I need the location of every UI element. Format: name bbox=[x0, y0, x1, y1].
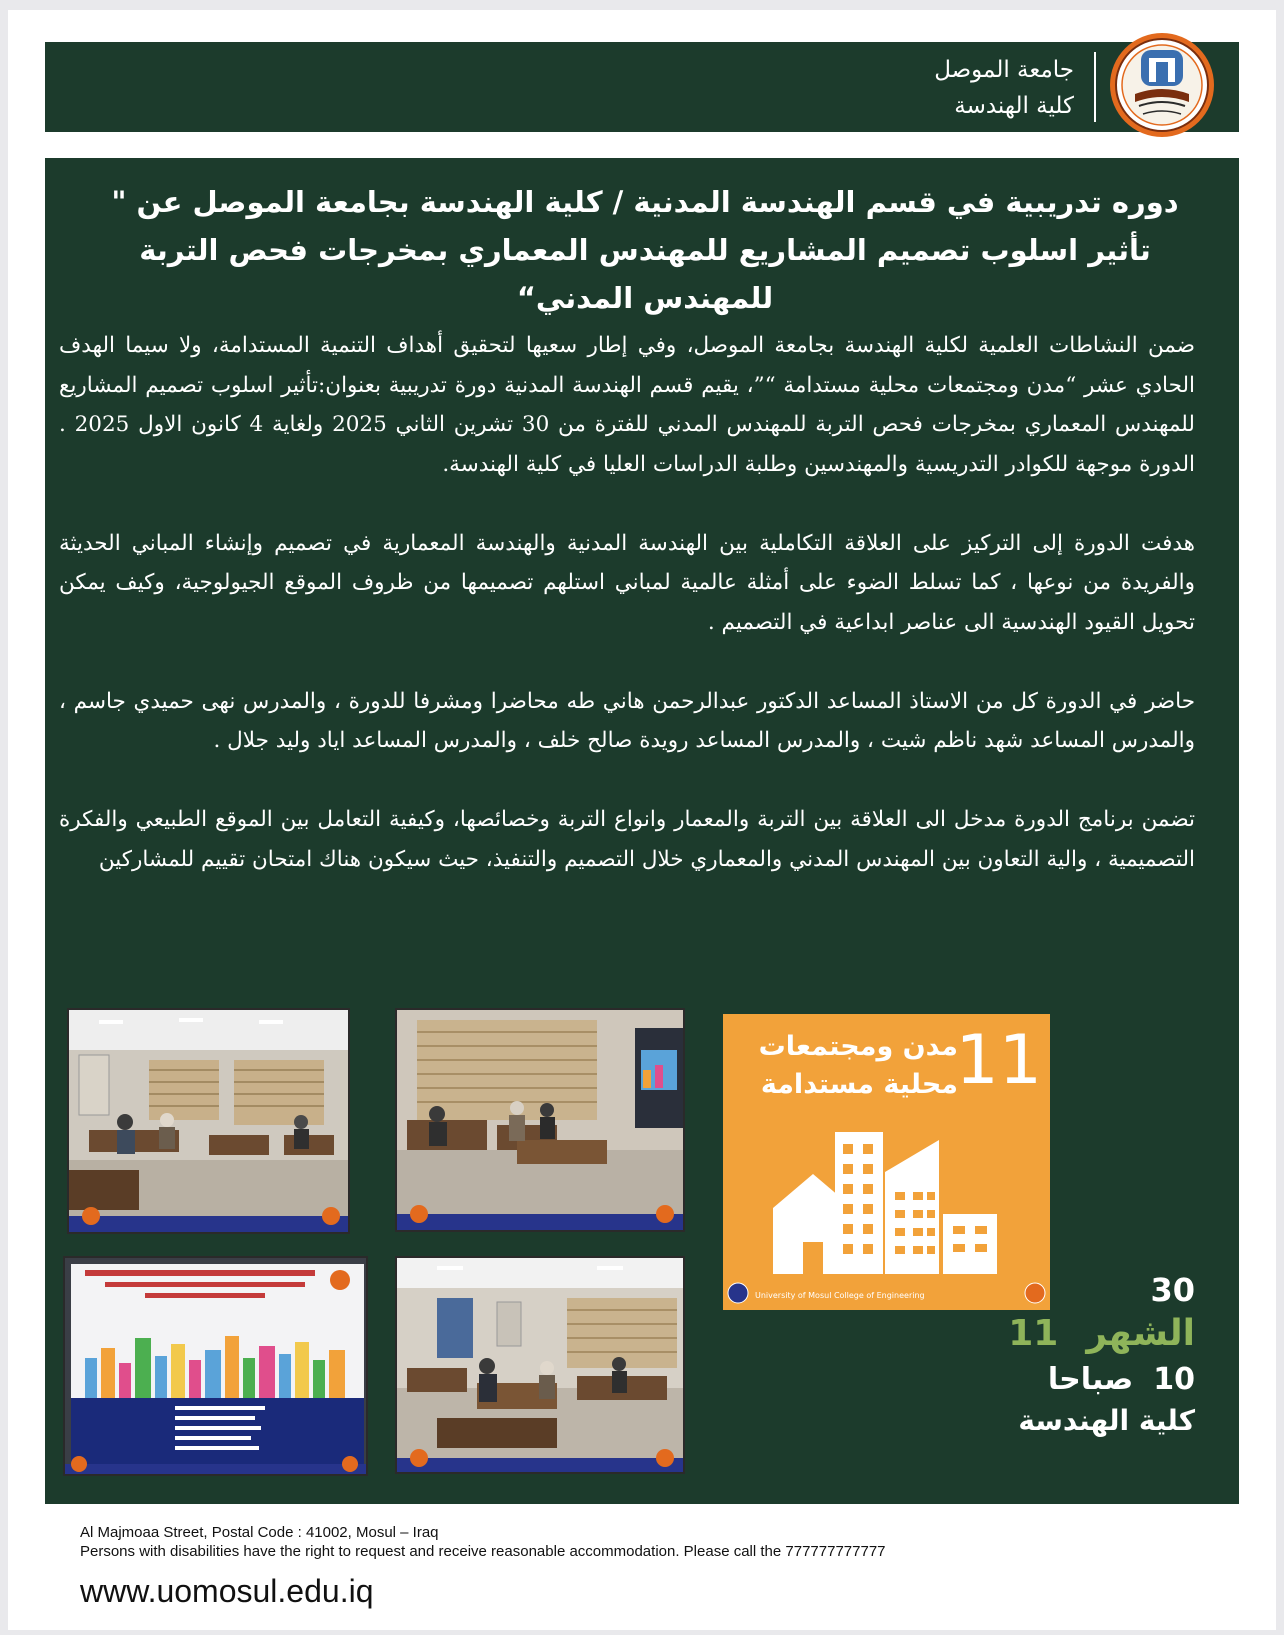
university-name: جامعة الموصل bbox=[934, 57, 1074, 83]
classroom-photo-3 bbox=[395, 1256, 685, 1474]
paragraph-program: تضمن برنامج الدورة مدخل الى العلاقة بين التربة والمعمار وانواع التربة وخصائصها، وكيفية التعامل بين الموقع الطبيعي والفكرة التصميمية ، والية التعاون بين المهندس المدني والمعماري خلال التصميم والتنفيذ، حيث سيكون هناك امتحان تقييم للمشاركين bbox=[59, 807, 1195, 872]
sustainable-city-icon bbox=[771, 1122, 1003, 1284]
college-name: كلية الهندسة bbox=[954, 93, 1074, 119]
sdg-footer: University of Mosul College of Engineering bbox=[755, 1291, 925, 1300]
university-seal-icon bbox=[1107, 28, 1217, 142]
paragraph-intro: ضمن النشاطات العلمية لكلية الهندسة بجامعة الموصل، وفي إطار سعيها لتحقيق أهداف التنمية المستدامة، ولا سيما الهدف الحادي عشر “مدن ومجتمعات محلية مستدامة “”، يقيم قسم الهندسة المدنية دورة تدريبية بعنوان:تأثير اسلوب تصميم المشاريع للمهندس المعماري بمخرجات فحص التربة للمهندس المدني للفترة من 30 تشرين الثاني 2025 ولغاية 4 كانون الاول 2025 . الدورة موجهة للكوادر التدريسية والمهندسين وطلبة الدراسات العليا في كلية الهندسة. bbox=[59, 333, 1195, 477]
time-number: 10 bbox=[1153, 1362, 1195, 1397]
bottom-divider bbox=[45, 1500, 1239, 1504]
month-number: 11 bbox=[1008, 1313, 1059, 1354]
footer bbox=[80, 1523, 886, 1611]
college-seal-icon bbox=[727, 1282, 749, 1304]
event-day: 30 bbox=[1150, 1271, 1195, 1309]
presentation-slide-photo bbox=[63, 1256, 368, 1476]
article-body bbox=[59, 326, 1195, 919]
header-text bbox=[824, 52, 1074, 124]
main-panel bbox=[45, 158, 1239, 1501]
classroom-photo-1 bbox=[67, 1008, 350, 1234]
sdg-number: 11 bbox=[955, 1021, 1042, 1100]
sdg-title: مدن ومجتمعات محلية مستدامة bbox=[758, 1031, 958, 1100]
month-label: الشهر bbox=[1086, 1313, 1195, 1354]
header-divider bbox=[1094, 52, 1096, 122]
event-time bbox=[1048, 1362, 1195, 1397]
event-place: كلية الهندسة bbox=[1018, 1404, 1195, 1437]
header-bar bbox=[45, 42, 1239, 132]
website-link[interactable]: www.uomosul.edu.iq bbox=[80, 1573, 374, 1609]
event-month bbox=[1008, 1313, 1195, 1354]
time-label: صباحا bbox=[1047, 1362, 1134, 1397]
article-title: دوره تدريبية في قسم الهندسة المدنية / كلية الهندسة بجامعة الموصل عن " تأثير اسلوب تصميم المشاريع للمهندس المعماري بمخرجات فحص التربة للمهندس المدني“ bbox=[111, 185, 1179, 315]
paragraph-goals: هدفت الدورة إلى التركيز على العلاقة التكاملية بين الهندسة المدنية والهندسة المعمارية في تصميم وإنشاء المباني الحديثة والفريدة من نوعها ، كما تسلط الضوء على أمثلة عالمية لمباني استلهم تصميمها من ظروف الموقع الجيولوجية، وكيف يمكن تحويل القيود الهندسية الى عناصر ابداعية في التصميم . bbox=[59, 530, 1195, 635]
classroom-photo-2 bbox=[395, 1008, 685, 1232]
paragraph-lecturers: حاضر في الدورة كل من الاستاذ المساعد الدكتور عبدالرحمن هاني طه محاضرا ومشرفا للدورة ، والمدرس نهى حميدي جاسم ، والمدرس المساعد شهد ناظم شيت ، والمدرس المساعد رويدة صالح خلف ، والمدرس المساعد اياد وليد جلال . bbox=[59, 688, 1195, 753]
sdg-11-tile bbox=[723, 1014, 1050, 1310]
university-seal-small-icon bbox=[1024, 1282, 1046, 1304]
footer-accessibility: Persons with disabilities have the right to request and receive reasonable accommodation. Please call the 777777777777 bbox=[80, 1543, 886, 1560]
footer-address: Al Majmoaa Street, Postal Code : 41002, Mosul – Iraq bbox=[80, 1524, 439, 1541]
